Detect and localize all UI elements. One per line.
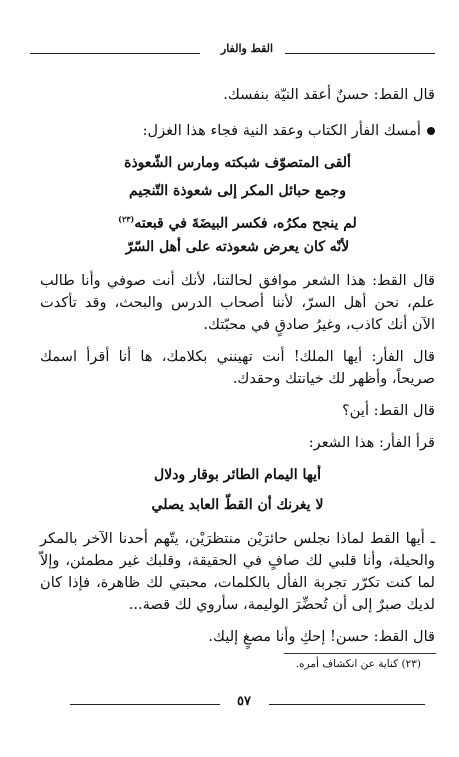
text-line-19: لديك صبرٌ إلى أن تُحضِّرَ الوليمة، سأروي لك قصة... <box>128 596 435 613</box>
footnote-marker: (٢٣) <box>118 214 135 224</box>
verse-line-4: لأنّه كان يعرض شعوذته على أهل السّرّ <box>125 239 350 255</box>
text-line-8: علم، نحن أهل السرّ، لأننا أصحاب الدرس والبحث، وقد تأكدت <box>40 294 435 311</box>
verse-line-3 <box>40 208 435 235</box>
text-line-12: قال القط: أين؟ <box>342 402 435 419</box>
header-rule-left <box>30 53 200 54</box>
verse-line-1: ألقى المتصوّف شبكته ومارس الشّعوذة <box>124 155 351 171</box>
bullet-icon <box>427 127 435 135</box>
text-line-17: والحيلة، وأنا قلبي لك صافٍ في الحقيقة، وقلبك غير مطمئن، وإلاّ <box>40 552 435 569</box>
text-line-18: لما كنت تكرّر تجربة الفأل بالكلمات، محبتي لك ظاهرة، فإذا كان <box>40 574 435 591</box>
text-line-9: الآن أنك كاذب، وغيرُ صادقٍ في محبّتك. <box>203 316 435 333</box>
text-line-13: قرأ الفأر: هذا الشعر: <box>308 434 435 451</box>
header-rule-right <box>285 53 435 54</box>
verse-line-3-text: لم ينجح مكرُه، فكسر البيضَةَ في قبعته <box>134 215 357 232</box>
verse-line-5: أيها اليمام الطائر بوقار ودلال <box>154 467 321 483</box>
footnote: (٢٣) كناية عن انكشاف أمره. <box>295 658 421 670</box>
footer-rule-left <box>70 704 220 705</box>
verse-line-6: لا يغرنك أن القطّ العابد يصلي <box>151 497 324 513</box>
running-header <box>24 42 435 62</box>
text-line-2 <box>143 120 435 142</box>
text-line-16: ـ أيها القط لماذا نجلس حائرَيْن منتظرَيْن، يتّهم أحدنا الآخر بالمكر <box>40 530 435 547</box>
header-title: القط والفار <box>220 42 274 55</box>
text-line-20: قال القط: حسن! إحكِ وأنا مصغٍ إليك. <box>208 628 435 645</box>
text-line-1: قال القط: حسنٌ أعقد النيّة بنفسك. <box>223 86 435 103</box>
footer-rule-right <box>269 704 425 705</box>
verse-line-2: وجمع حبائل المكر إلى شعوذة التّنجيم <box>129 183 346 199</box>
text-line-11: صريحاً، وأظهر لك خيانتك وحقدك. <box>232 370 435 387</box>
text-line-10: قال الفأر: أيها الملك! أنت تهينني بكلامك، ها أنا أقرأ اسمك <box>40 348 435 365</box>
page-footer <box>24 694 435 714</box>
footnote-separator <box>284 653 436 654</box>
page-number: ٥٧ <box>237 694 251 709</box>
text-line-7: قال القط: هذا الشعر موافق لحالتنا، لأنك أنت صوفي وأنا طالب <box>40 272 435 289</box>
text-line-2-content: أمسك الفأر الكتاب وعقد النية فجاء هذا الغزل: <box>142 122 421 139</box>
